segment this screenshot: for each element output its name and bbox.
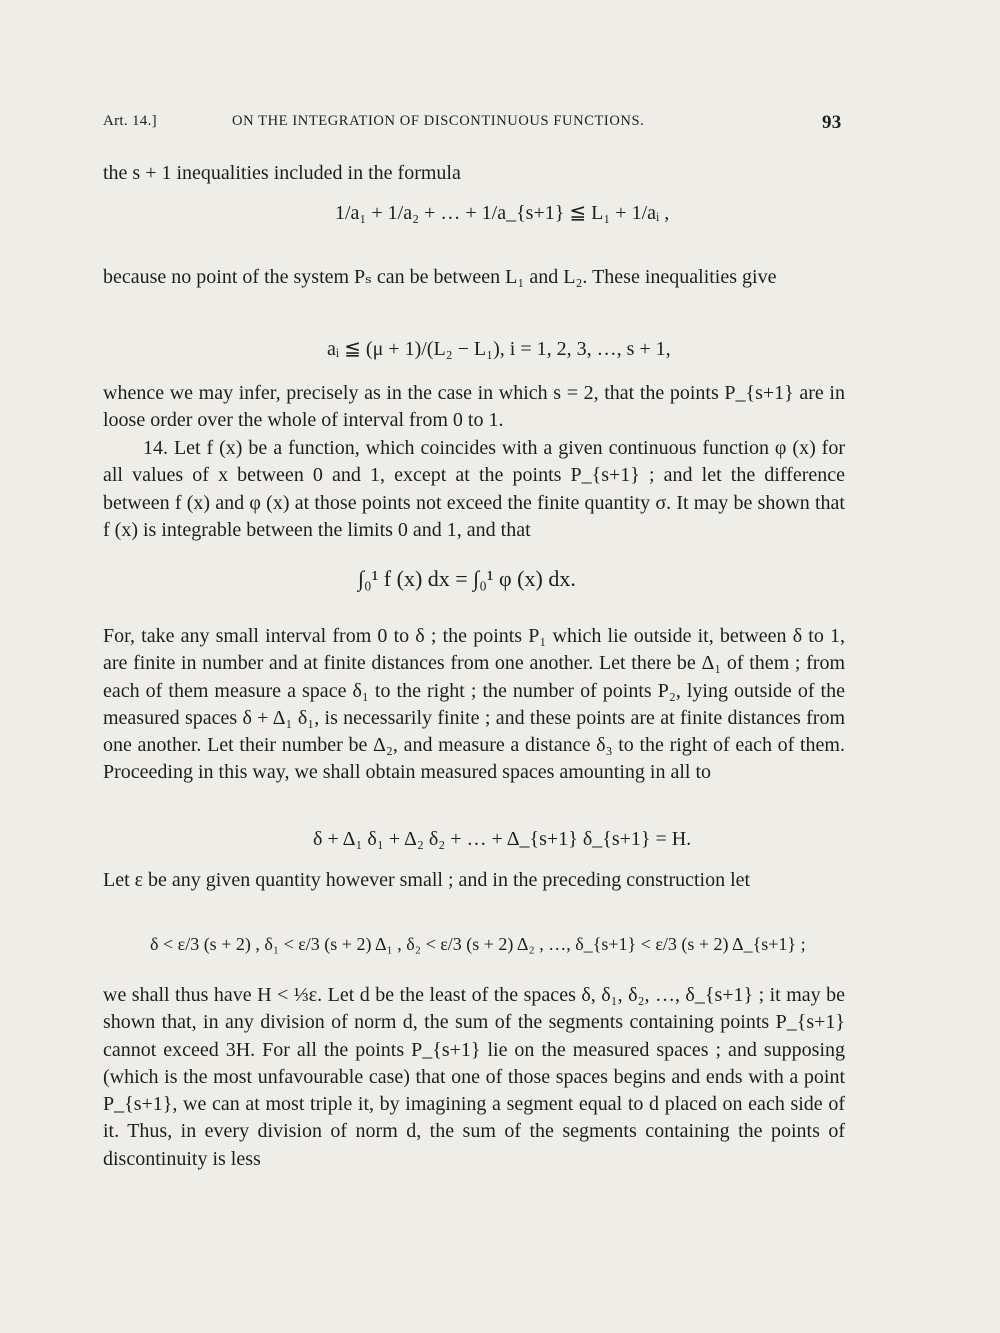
equation-4: δ + Δ₁ δ₁ + Δ₂ δ₂ + … + Δ_{s+1} δ_{s+1} = H. xyxy=(313,828,692,850)
running-head-title: ON THE INTEGRATION OF DISCONTINUOUS FUNCTIONS. xyxy=(232,113,645,129)
paragraph-5: For, take any small interval from 0 to δ ; the points P₁ which lie outside it, between δ to 1, are finite in number and at finite distances from one another. Let there be Δ₁ of them ; from each of them measure a space δ₁ to the right ; the number of points P₂, lying outside of the measured spaces δ + Δ₁ δ₁, is necessarily finite ; and these points are at finite distances from one another. Let their number be Δ₂, and measure a distance δ₃ to the right of each of them. Proceeding in this way, we shall obtain measured spaces amounting in all to xyxy=(103,625,845,784)
equation-1: 1/a₁ + 1/a₂ + … + 1/a_{s+1} ≦ L₁ + 1/aᵢ , xyxy=(335,202,670,224)
equation-3-integral: ∫₀¹ f (x) dx = ∫₀¹ φ (x) dx. xyxy=(358,566,576,591)
page-number: 93 xyxy=(822,112,842,133)
paragraph-6: Let ε be any given quantity however small ; and in the preceding construction let xyxy=(103,869,751,891)
equation-2: aᵢ ≦ (μ + 1)/(L₂ − L₁), i = 1, 2, 3, …, s + 1, xyxy=(327,338,671,360)
paragraph-1: the s + 1 inequalities included in the formula xyxy=(103,162,461,184)
equation-5: δ < ε/3 (s + 2) , δ₁ < ε/3 (s + 2) Δ₁ , δ₂ < ε/3 (s + 2) Δ₂ , …, δ_{s+1} < ε/3 (s + 2) Δ_{s+1} ; xyxy=(150,934,806,954)
paragraph-3: whence we may infer, precisely as in the case in which s = 2, that the points P_{s+1} are in loose order over the whole of interval from 0 to 1. xyxy=(103,382,845,432)
paragraph-7: we shall thus have H < ⅓ε. Let d be the least of the spaces δ, δ₁, δ₂, …, δ_{s+1} ; it may be shown that, in any division of norm d, the sum of the segments containing points P_{s+1} cannot exceed 3H. For all the points P_{s+1} lie on the measured spaces ; and supposing (which is the most unfavourable case) that one of those spaces begins and ends with a point P_{s+1}, we can at most triple it, by imagining a segment equal to d placed on each side of it. Thus, in every division of norm d, the sum of the segments containing the points of discontinuity is less xyxy=(103,984,845,1170)
paragraph-2: because no point of the system Pₛ can be between L₁ and L₂. These inequalities give xyxy=(103,266,777,288)
paragraph-4-article-14: 14. Let f (x) be a function, which coincides with a given continuous function φ (x) for all values of x between 0 and 1, except at the points P_{s+1} ; and let the difference between f (x) and φ (x) at those points not exceed the finite quantity σ. It may be shown that f (x) is integrable between the limits 0 and 1, and that xyxy=(103,437,845,541)
running-head-section: Art. 14.] xyxy=(103,113,157,129)
